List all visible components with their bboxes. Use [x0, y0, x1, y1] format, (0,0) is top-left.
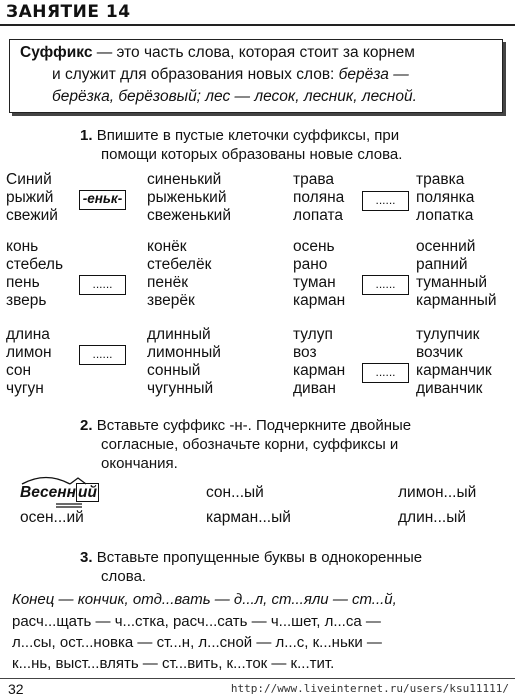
- task3-instruction-2: слова.: [101, 568, 147, 585]
- list-item: конёк: [147, 238, 187, 255]
- list-item: лопата: [293, 207, 344, 224]
- task2-word: сон...ый: [206, 484, 264, 501]
- footer-divider: [0, 678, 515, 679]
- task3-line: л...сы, ост...новка — ст...н, л...сной — л...с, к...ньки —: [12, 634, 382, 651]
- list-item: Синий: [6, 171, 52, 188]
- header-divider: [0, 24, 515, 26]
- task1-instruction-1: [80, 127, 399, 145]
- list-item: сон: [6, 362, 32, 379]
- task1-group3-suffix-box[interactable]: ......: [79, 275, 126, 295]
- example-root: Весен: [20, 484, 67, 501]
- task2-word: осен...ий: [20, 509, 84, 526]
- task1-group2-base: [293, 171, 344, 225]
- list-item: свежий: [6, 207, 58, 224]
- definition-term: Суффикс: [20, 44, 93, 61]
- task1-group5-derived: [147, 326, 221, 398]
- task1-group1-base: [6, 171, 58, 225]
- task3-line: к...нь, выст...влять — ст...вить, к...ток — к...тит.: [12, 655, 335, 672]
- page-number: 32: [8, 681, 24, 697]
- task1-group1-derived: [147, 171, 231, 225]
- task2-instruction-2: согласные, обозначьте корни, суффиксы и: [101, 436, 399, 453]
- list-item: чугун: [6, 380, 44, 397]
- task1-group3-derived: [147, 238, 211, 310]
- morpheme-marks-icon: [18, 470, 114, 510]
- root-arc-icon: [22, 478, 70, 485]
- task1-group2-derived: [416, 171, 474, 225]
- list-item: полянка: [416, 189, 475, 206]
- definition-line-3: берёзка, берёзовый; лес — лесок, лесник, лесной.: [52, 88, 417, 105]
- definition-line-2-italic: берёза —: [338, 66, 409, 83]
- list-item: стебель: [6, 256, 64, 273]
- task3-line-1: Вставьте пропущенные буквы в однокоренные: [96, 549, 423, 566]
- definition-line-2: [52, 64, 409, 86]
- task1-group4-suffix-box[interactable]: ......: [362, 275, 409, 295]
- definition-line-1: [20, 42, 415, 64]
- task2-instruction-3: окончания.: [101, 455, 178, 472]
- list-item: стебелёк: [147, 256, 212, 273]
- list-item: сонный: [147, 362, 201, 379]
- list-item: зверь: [6, 292, 47, 309]
- list-item: пенёк: [147, 274, 188, 291]
- task1-line-1: Впишите в пустые клеточки суффиксы, при: [96, 127, 400, 144]
- task3-line: расч...щать — ч...стка, расч...сать — ч...шет, л...са —: [12, 613, 381, 630]
- list-item: длина: [6, 326, 50, 343]
- list-item: конь: [6, 238, 39, 255]
- list-item: свеженький: [147, 207, 231, 224]
- task2-word: длин...ый: [398, 509, 467, 526]
- list-item: длинный: [147, 326, 211, 343]
- task2-word: карман...ый: [206, 509, 291, 526]
- task1-group5-suffix-box[interactable]: ......: [79, 345, 126, 365]
- definition-line-2-plain: и служит для образования новых слов:: [52, 66, 339, 83]
- list-item: возчик: [416, 344, 463, 361]
- list-item: пень: [6, 274, 40, 291]
- list-item: чугунный: [147, 380, 214, 397]
- list-item: карманчик: [416, 362, 492, 379]
- list-item: тулупчик: [416, 326, 480, 343]
- task1-group3-base: [6, 238, 63, 310]
- task2-line-1: Вставьте суффикс -н-. Подчеркните двойные: [96, 417, 412, 434]
- list-item: туманный: [416, 274, 488, 291]
- list-item: тулуп: [293, 326, 333, 343]
- task1-group4-base: [293, 238, 345, 310]
- task2-word: лимон...ый: [398, 484, 477, 501]
- source-url[interactable]: http://www.liveinternet.ru/users/ksu11111/: [230, 682, 509, 695]
- definition-line-1-rest: — это часть слова, которая стоит за корнем: [92, 44, 415, 61]
- list-item: лимонный: [147, 344, 221, 361]
- list-item: диванчик: [416, 380, 483, 397]
- list-item: рано: [293, 256, 328, 273]
- list-item: лимон: [6, 344, 52, 361]
- task3-line: Конец — кончик, отд...вать — д...л, ст...яли — ст...й,: [12, 591, 397, 608]
- list-item: туман: [293, 274, 336, 291]
- task3-number: 3.: [80, 549, 93, 566]
- list-item: карман: [293, 362, 346, 379]
- list-item: осенний: [416, 238, 476, 255]
- list-item: рыженький: [147, 189, 227, 206]
- list-item: трава: [293, 171, 335, 188]
- task1-group6-base: [293, 326, 345, 398]
- task1-group6-suffix-box[interactable]: ......: [362, 363, 409, 383]
- list-item: воз: [293, 344, 317, 361]
- list-item: зверёк: [147, 292, 195, 309]
- list-item: диван: [293, 380, 336, 397]
- list-item: лопатка: [416, 207, 474, 224]
- task1-group1-suffix-box: -еньк-: [79, 190, 126, 210]
- task1-group4-derived: [416, 238, 497, 310]
- page-title: ЗАНЯТИЕ 14: [6, 2, 131, 22]
- list-item: осень: [293, 238, 335, 255]
- example-suffix: н: [66, 484, 76, 501]
- task1-group6-derived: [416, 326, 492, 398]
- example-ending: ий: [77, 484, 97, 501]
- list-item: поляна: [293, 189, 345, 206]
- task1-number: 1.: [80, 127, 93, 144]
- list-item: синенький: [147, 171, 222, 188]
- task1-group5-base: [6, 326, 52, 398]
- task1-group2-suffix-box[interactable]: ......: [362, 191, 409, 211]
- task2-instruction-1: [80, 417, 411, 435]
- list-item: травка: [416, 171, 465, 188]
- task3-instruction-1: [80, 549, 422, 567]
- list-item: карман: [293, 292, 346, 309]
- list-item: рапний: [416, 256, 468, 273]
- task2-number: 2.: [80, 417, 93, 434]
- suffix-caret-icon: [70, 478, 86, 484]
- list-item: рыжий: [6, 189, 54, 206]
- list-item: карманный: [416, 292, 497, 309]
- task1-instruction-2: помощи которых образованы новые слова.: [101, 146, 403, 163]
